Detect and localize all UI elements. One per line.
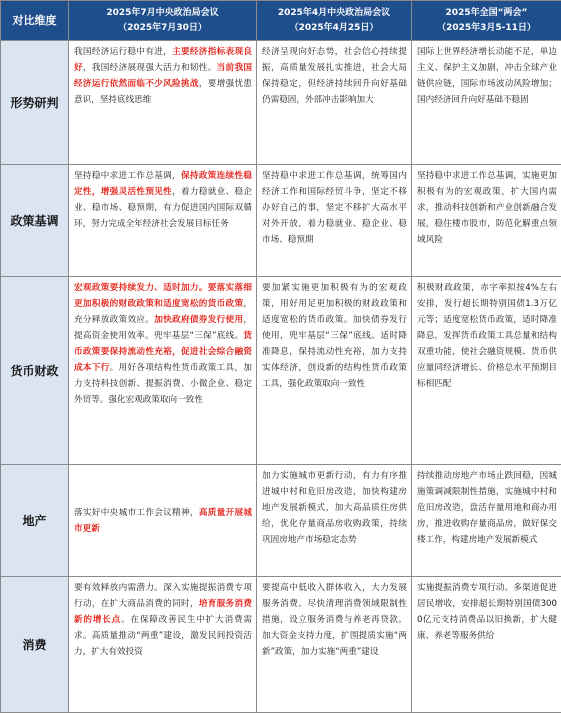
column-header-apr-date: （2025年4月25日） [257,21,411,36]
cell-consumption-jul [69,577,257,713]
cell-monetary-fiscal-apr: 要加紧实施更加积极有为的宏观政策，用好用足更加积极的财政政策和适度宽松的货币政策。加快债券发行使用，兜牢基层“三保”底线。适时降准降息，保持流动性充裕，加力支持实体经济，创设新的结构性货币政策工具，强化政策取向一致性 [257,277,412,465]
highlighted-text: 当前我国经济运行依然面临不少风险挑战 [74,63,252,89]
cell-text: 。用好各项结构性货币政策工具，加力支持科技创新、提振消费、小微企业、稳定外贸等。强化宏观政策取向一致性 [74,363,252,405]
column-header-apr [257,1,412,41]
cell-text: ，要增强忧患意识，坚持底线思维 [74,79,252,105]
cell-text: ，提高资金使用效率。兜牢基层“三保”底线。 [74,315,252,341]
highlighted-text: 加快政府债券发行使用 [154,315,243,325]
cell-text: ，充分释放政策效应。 [74,299,252,325]
column-header-two-sessions-title: 2025年全国“两会” [412,6,561,21]
table-body [1,41,561,713]
column-header-apr-title: 2025年4月中央政治局会议 [257,6,411,21]
cell-policy-tone-jul [69,165,257,277]
row-label-policy-tone: 政策基调 [1,165,69,277]
cell-situation-jul [69,41,257,165]
table-row-consumption [1,577,561,713]
cell-real-estate-apr: 加力实施城市更新行动，有力有序推进城中村和危旧房改造，加快构建房地产发展新模式，加大高品质住房供给，优化存量商品房收购政策，持续巩固房地产市场稳定态势 [257,465,412,577]
cell-monetary-fiscal-jul [69,277,257,465]
cell-real-estate-two-sessions: 持续推动房地产市场止跌回稳，因城施策调减限制性措施，实施城中村和危旧房改造，盘活存量用地和商办用房，推进收购存量商品房，做好保交楼工作，构建房地产发展新模式 [412,465,561,577]
cell-consumption-two-sessions: 实施提振消费专项行动。多渠道促进居民增收，安排超长期特别国债3000亿元支持消费品以旧换新，扩大健康、养老等服务供给 [412,577,561,713]
row-label-real-estate: 地产 [1,465,69,577]
cell-text: 坚持稳中求进工作总基调， [74,171,181,181]
highlighted-text: 宏观政策要持续发力、适时加力。要落实落细更加积极的财政政策和适度宽松的货币政策 [74,283,252,309]
cell-policy-tone-apr: 坚持稳中求进工作总基调，统筹国内经济工作和国际经贸斗争，坚定不移办好自己的事，坚定不移扩大高水平对外开放，着力稳就业、稳企业、稳市场、稳预期 [257,165,412,277]
table-row-real-estate [1,465,561,577]
cell-text: ，我国经济展现强大活力和韧性。 [83,63,217,73]
highlighted-text: 高质量开展城市更新 [74,508,252,534]
cell-text: 落实好中央城市工作会议精神， [74,508,199,518]
row-label-monetary-fiscal: 货币财政 [1,277,69,465]
cell-text: 。在保障改善民生中扩大消费需求。高质量推动“两重”建设，激发民间投资活力，扩大有效投资 [74,615,252,657]
row-label-situation: 形势研判 [1,41,69,165]
highlighted-text: 培育服务消费新的增长点 [74,599,252,625]
cell-situation-apr: 经济呈现向好态势，社会信心持续提振，高质量发展扎实推进，社会大局保持稳定，但经济持续回升向好基础仍需稳固，外部冲击影响加大 [257,41,412,165]
cell-situation-two-sessions: 国际上世界经济增长动能不足，单边主义、保护主义加剧，冲击全球产业链供应链，国际市场波动风险增加；国内经济回升向好基础不稳固 [412,41,561,165]
table-row-situation [1,41,561,165]
column-header-two-sessions [412,1,561,41]
row-label-consumption: 消费 [1,577,69,713]
table-header-row [1,1,561,41]
cell-monetary-fiscal-two-sessions: 积极财政政策，赤字率拟按4%左右安排，发行超长期特别国债1.3万亿元等；适度宽松货币政策，适时降准降息，发挥货币政策工具总量和结构双重功能，使社会融资规模、货币供应量同经济增长、价格总水平预期目标相匹配 [412,277,561,465]
cell-text: 要有效释放内需潜力。深入实施提振消费专项行动，在扩大商品消费的同时， [74,583,252,609]
cell-text: ，着力稳就业、稳企业、稳市场、稳预期，有力促进国内国际双循环，努力完成全年经济社会发展目标任务 [74,187,252,229]
cell-real-estate-jul [69,465,257,577]
highlighted-text: 保持政策连续性稳定性，增强灵活性预见性 [74,171,252,197]
highlighted-text: 货币政策要保持流动性充裕，促进社会综合融资成本下行 [74,331,252,373]
cell-text: 我国经济运行稳中有进， [74,47,172,57]
table-row-policy-tone [1,165,561,277]
column-header-jul-title: 2025年7月中央政治局会议 [69,6,256,21]
column-header-jul-date: （2025年7月30日） [69,21,256,36]
cell-policy-tone-two-sessions: 坚持稳中求进工作总基调，实施更加积极有为的宏观政策，扩大国内需求，推动科技创新和产业创新融合发展，稳住楼市股市，防范化解重点领域风险 [412,165,561,277]
highlighted-text: 主要经济指标表现良好 [74,47,252,73]
dimension-header: 对比维度 [1,1,69,41]
table-row-monetary-fiscal [1,277,561,465]
cell-consumption-apr: 要提高中低收入群体收入，大力发展服务消费。尽快清理消费领域限制性措施，设立服务消费与养老再贷款。加大资金支持力度，扩围提质实施“两新”政策，加力实施“两重”建设 [257,577,412,713]
column-header-two-sessions-date: （2025年3月5-11日） [412,21,561,36]
column-header-jul [69,1,257,41]
